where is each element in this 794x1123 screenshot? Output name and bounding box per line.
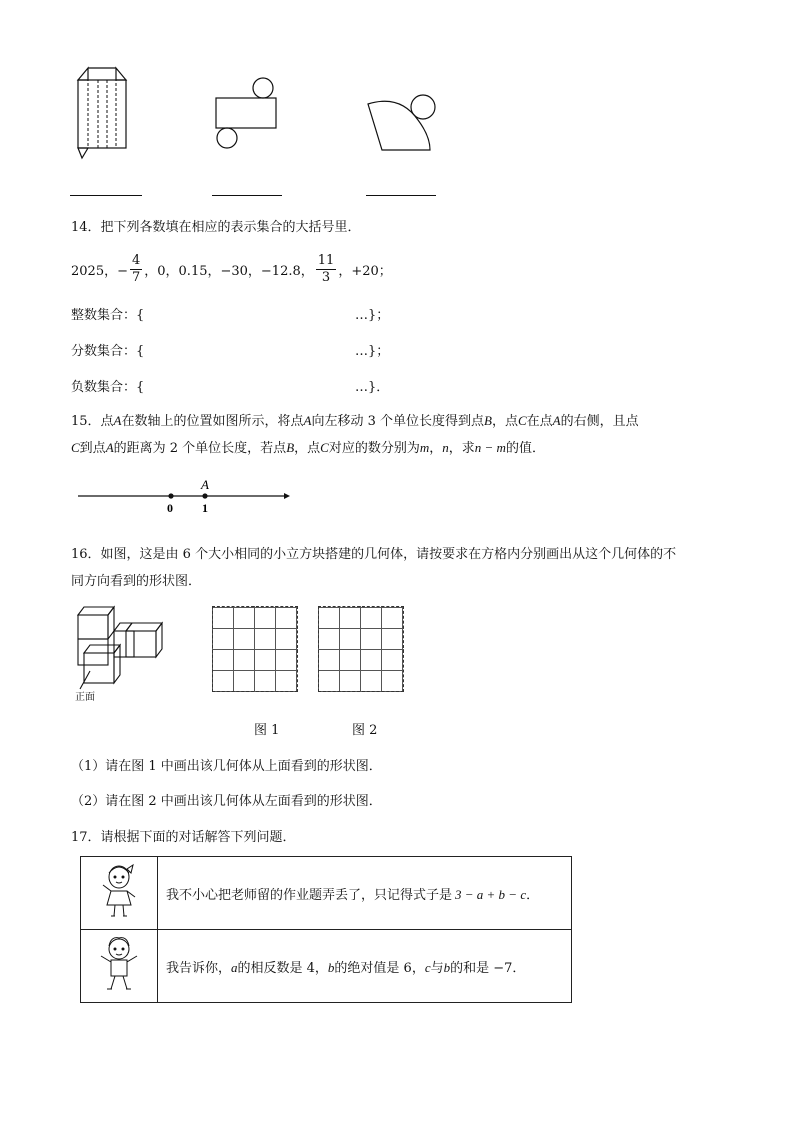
tick-1: 1 bbox=[202, 501, 208, 515]
drawing-grid-1[interactable] bbox=[212, 606, 298, 692]
var-B: B bbox=[484, 413, 492, 428]
frac1-num: 4 bbox=[131, 252, 141, 268]
dialogue-table bbox=[80, 856, 572, 1003]
q16-line1: 16．如图，这是由 6 个大小相同的小立方块搭建的几何体，请按要求在方格内分别画出从这个几何体的不 bbox=[71, 547, 677, 562]
answer-blank-1[interactable] bbox=[70, 195, 142, 196]
row2-d: 与 bbox=[430, 960, 444, 976]
expr-n-minus-m: n − m bbox=[474, 440, 506, 455]
answer-blank-3[interactable] bbox=[366, 195, 436, 196]
row2-b: 的相反数是 4， bbox=[237, 960, 328, 976]
var-a: a bbox=[231, 959, 238, 975]
q14-numbers bbox=[71, 252, 392, 286]
var-A: A bbox=[113, 413, 122, 428]
q15-t6: 的右侧，且点 bbox=[560, 414, 639, 429]
var-C: C bbox=[320, 440, 329, 455]
q14-numbers-middle: ，0，0.15，−30，−12.8， bbox=[144, 263, 314, 279]
figure-2-caption: 图 2 bbox=[352, 723, 378, 738]
negative-set-end: …}． bbox=[355, 380, 390, 395]
integer-set-end: …}； bbox=[355, 308, 390, 323]
var-C: C bbox=[517, 413, 527, 428]
row1-end: ． bbox=[526, 887, 540, 903]
q15-t11: ，求 bbox=[448, 441, 475, 456]
answer-blank-2[interactable] bbox=[212, 195, 282, 196]
girl-avatar bbox=[97, 861, 141, 921]
point-A bbox=[202, 493, 207, 498]
row2-e: 的和是 −7． bbox=[450, 960, 526, 976]
frac1-den: 7 bbox=[131, 269, 141, 285]
row1-expr: 3 − a + b − c bbox=[455, 886, 527, 902]
cube-solid-figure bbox=[70, 603, 166, 699]
var-A: A bbox=[552, 413, 561, 428]
row2-a: 我告诉你， bbox=[166, 960, 232, 976]
var-b: b bbox=[443, 959, 451, 975]
q15-t10: 对应的数分别为 bbox=[328, 441, 420, 456]
q14-stem: 14．把下列各数填在相应的表示集合的大括号里． bbox=[71, 220, 361, 235]
var-C: C bbox=[71, 440, 80, 455]
var-c: c bbox=[424, 959, 431, 975]
boy-avatar bbox=[97, 934, 141, 994]
q15-t5: 在点 bbox=[526, 414, 553, 429]
front-label: 正面 bbox=[75, 692, 95, 703]
fraction-set-label: 分数集合：{ bbox=[71, 344, 145, 359]
var-m: m bbox=[419, 440, 430, 455]
girl-avatar-cell bbox=[81, 857, 158, 930]
row2-c: 的绝对值是 6， bbox=[334, 960, 425, 976]
var-A: A bbox=[303, 413, 312, 428]
fraction-4-7 bbox=[130, 253, 142, 286]
frac2-den: 3 bbox=[321, 269, 331, 285]
q15-t9: ，点 bbox=[294, 441, 321, 456]
q15-t8: 的距离为 2 个单位长度，若点 bbox=[113, 441, 287, 456]
dialogue-row bbox=[81, 857, 572, 930]
q15-comma: ， bbox=[429, 441, 443, 456]
var-B: B bbox=[286, 440, 295, 455]
q15-t4: ，点 bbox=[491, 414, 518, 429]
dialogue-row bbox=[81, 930, 572, 1003]
frac2-num: 11 bbox=[317, 252, 335, 268]
negative-set-label: 负数集合：{ bbox=[71, 380, 145, 395]
q14-numbers-suffix: ，+20； bbox=[338, 263, 392, 279]
q15-line1 bbox=[71, 410, 639, 429]
q16-sub1: （1）请在图 1 中画出该几何体从上面看到的形状图． bbox=[71, 759, 382, 774]
fraction-11-3 bbox=[316, 253, 337, 286]
q17-stem: 17．请根据下面的对话解答下列问题． bbox=[71, 830, 296, 845]
var-A: A bbox=[105, 440, 114, 455]
label-A: A bbox=[201, 477, 209, 492]
q16-line2: 同方向看到的形状图． bbox=[71, 574, 202, 589]
q16-sub2: （2）请在图 2 中画出该几何体从左面看到的形状图． bbox=[71, 794, 382, 809]
q15-line2 bbox=[71, 437, 545, 456]
var-n: n bbox=[442, 440, 449, 455]
q15-t1: 15．点 bbox=[71, 414, 114, 429]
figure-1-caption: 图 1 bbox=[254, 723, 280, 738]
girl-speech bbox=[158, 857, 572, 930]
tick-0: 0 bbox=[167, 501, 173, 515]
row1-text: 我不小心把老师留的作业题弄丢了，只记得式子是 bbox=[166, 887, 453, 903]
number-line bbox=[74, 476, 294, 516]
origin-point bbox=[168, 493, 173, 498]
q15-t3: 向左移动 3 个单位长度得到点 bbox=[311, 414, 485, 429]
fraction-set-end: …}； bbox=[355, 344, 390, 359]
q15-t7: 到点 bbox=[79, 441, 106, 456]
boy-speech bbox=[158, 930, 572, 1003]
integer-set-label: 整数集合：{ bbox=[71, 308, 145, 323]
var-b: b bbox=[327, 959, 335, 975]
figure-prism-net bbox=[68, 60, 138, 164]
boy-avatar-cell bbox=[81, 930, 158, 1003]
q14-numbers-prefix: 2025，− bbox=[71, 263, 128, 279]
figure-cylinder-net bbox=[208, 76, 288, 156]
q15-t2: 在数轴上的位置如图所示，将点 bbox=[121, 414, 304, 429]
figure-cone-net bbox=[360, 90, 450, 156]
q15-t12: 的值． bbox=[505, 441, 545, 456]
drawing-grid-2[interactable] bbox=[318, 606, 404, 692]
